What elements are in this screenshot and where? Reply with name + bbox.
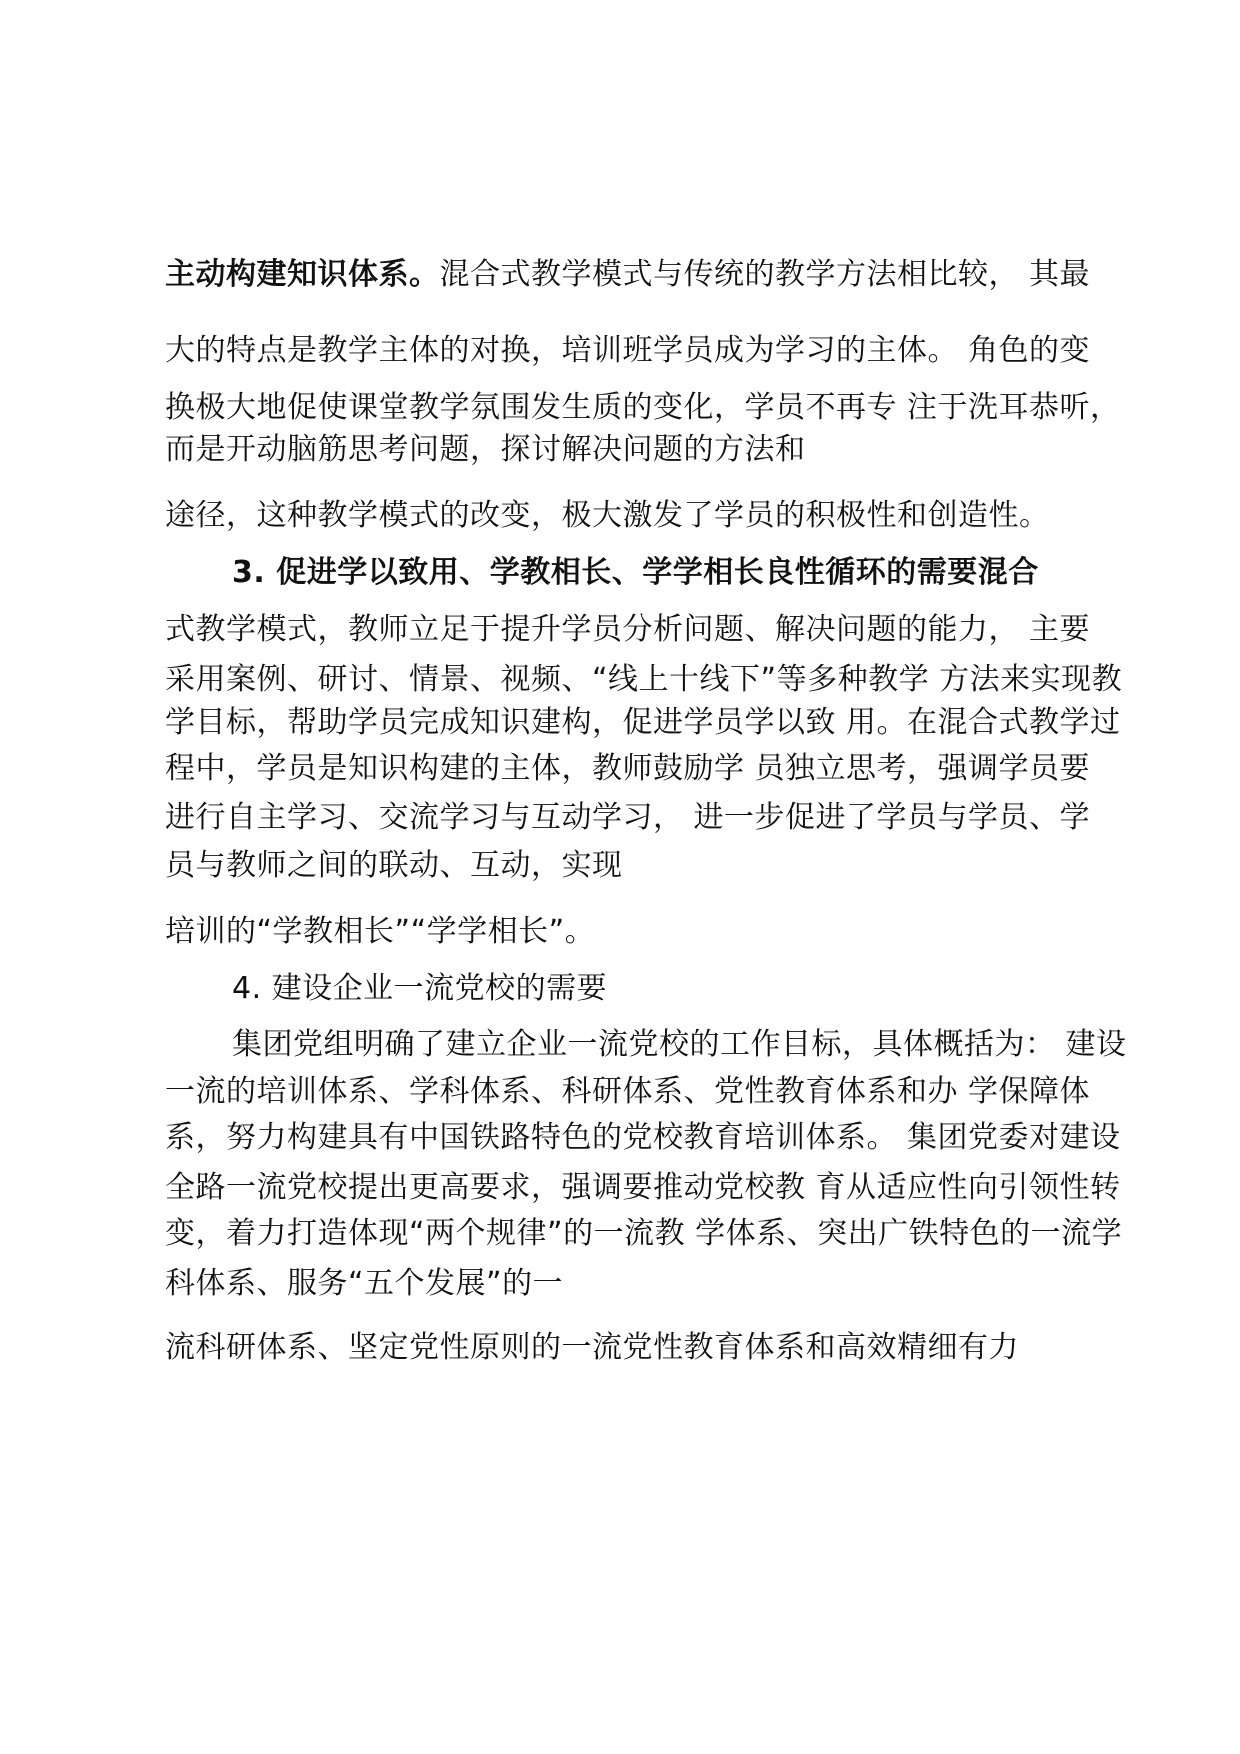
paragraph-line-12: 员与教师之间的联动、互动，实现 [165,848,623,883]
line-text: 混合式教学模式与传统的教学方法相比较， 其最 [439,257,1091,292]
paragraph-line-5: 途径，这种教学模式的改变，极大激发了学员的积极性和创造性。 [165,498,1050,533]
paragraph-line-21: 流科研体系、坚定党性原则的一流党性教育体系和高效精细有力 [165,1330,1019,1365]
paragraph-line-20: 科体系、服务“五个发展”的一 [165,1266,564,1301]
paragraph-line-19: 变，着力打造体现“两个规律”的一流教 学体系、突出广铁特色的一流学 [165,1216,1123,1251]
paragraph-line-8: 采用案例、研讨、情景、视频、“线上十线下”等多种教学 方法来实现教 [165,662,1123,697]
paragraph-line-3: 换极大地促使课堂教学氛围发生质的变化，学员不再专 注于洗耳恭听， [165,390,1121,425]
paragraph-line-18: 全路一流党校提出更高要求，强调要推动党校教 育从适应性向引领性转 [165,1170,1121,1205]
bold-lead-phrase: 主动构建知识体系。 [165,257,440,292]
paragraph-line-1 [165,255,1090,295]
paragraph-line-17: 系，努力构建具有中国铁路特色的党校教育培训体系。 集团党委对建设 [165,1120,1121,1155]
paragraph-line-16: 一流的培训体系、学科体系、科研体系、党性教育体系和办 学保障体 [165,1074,1091,1109]
paragraph-line-9: 学目标，帮助学员完成知识建构，促进学员学以致 用。在混合式教学过 [165,705,1121,740]
paragraph-line-2: 大的特点是教学主体的对换，培训班学员成为学习的主体。 角色的变 [165,333,1091,368]
section-heading-3: 3. 促进学以致用、学教相长、学学相长良性循环的需要混合 [232,555,1039,590]
paragraph-line-15: 集团党组明确了建立企业一流党校的工作目标，具体概括为： 建设 [232,1027,1127,1062]
section-heading-4: 4. 建设企业一流党校的需要 [232,971,608,1006]
paragraph-line-10: 程中，学员是知识构建的主体，教师鼓励学 员独立思考，强调学员要 [165,751,1091,786]
paragraph-line-13: 培训的“学教相长”“学学相长”。 [165,914,596,949]
paragraph-line-7: 式教学模式，教师立足于提升学员分析问题、解决问题的能力， 主要 [165,612,1091,647]
paragraph-line-11: 进行自主学习、交流学习与互动学习， 进一步促进了学员与学员、学 [165,800,1091,835]
paragraph-line-4: 而是开动脑筋思考问题，探讨解决问题的方法和 [165,432,806,467]
